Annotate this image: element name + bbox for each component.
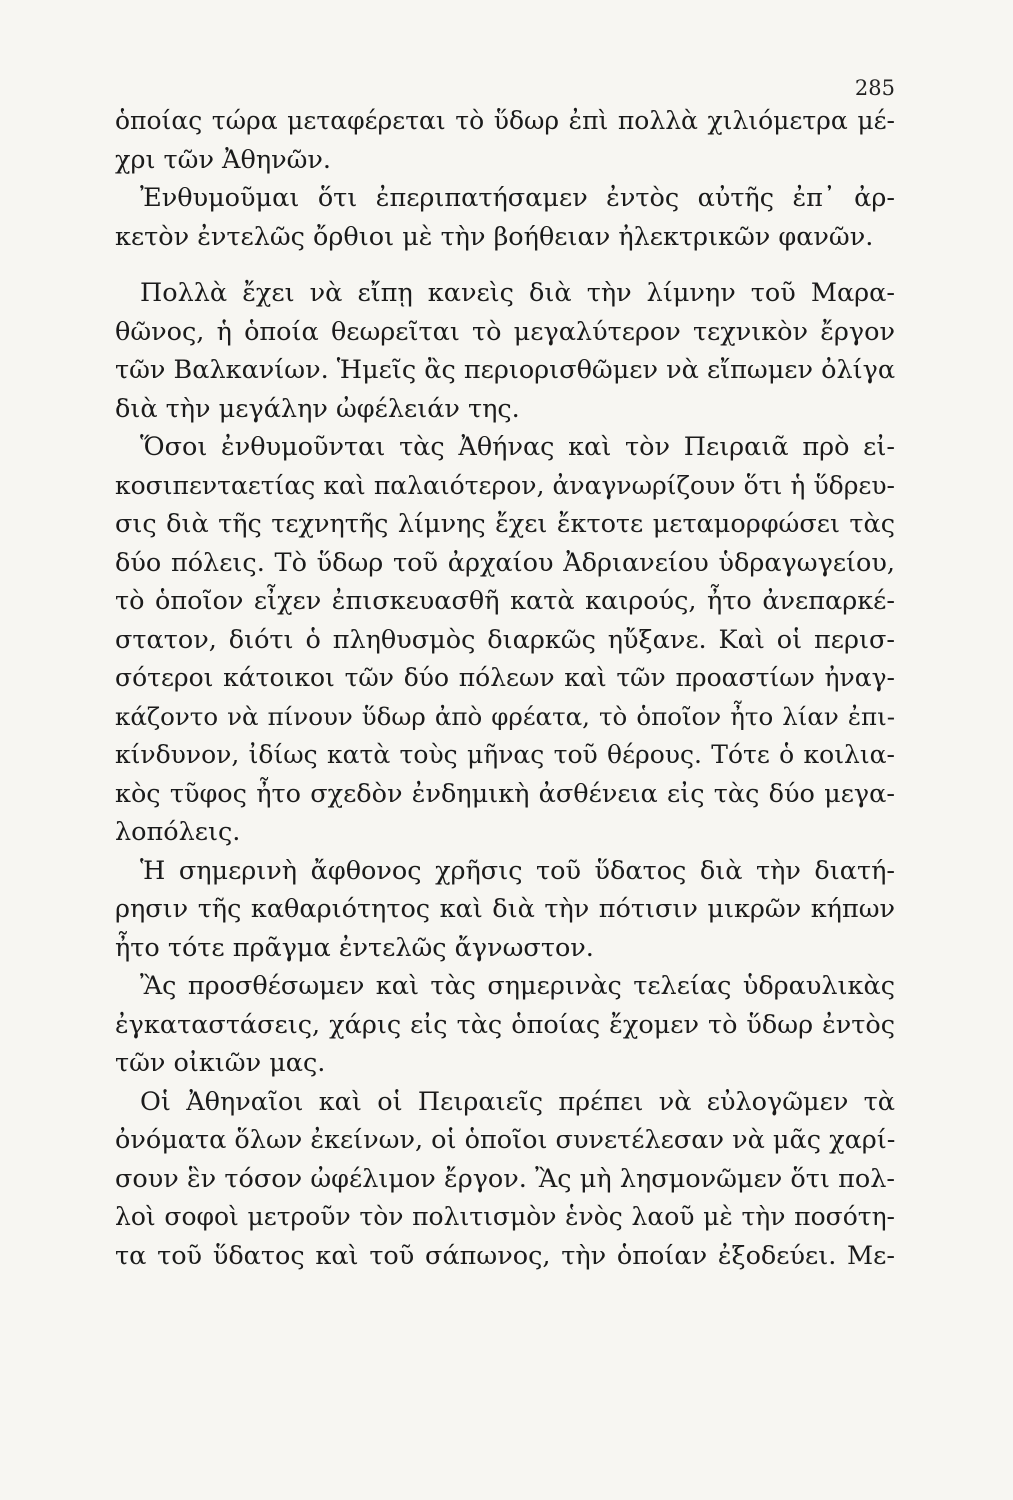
text-line: λοὶ σοφοὶ μετροῦν τὸν πολιτισμὸν ἑνὸς λαοῦ μὲ τὴν ποσότη- — [115, 1202, 895, 1231]
text-line: διὰ τὴν μεγάλην ὠφέλειάν της. — [115, 393, 520, 424]
text-line: ρησιν τῆς καθαριότητος καὶ διὰ τὴν πότισιν μικρῶν κήπων — [115, 894, 895, 924]
text-line: κίνδυνον, ἰδίως κατὰ τοὺς μῆνας τοῦ θέρους. Τότε ὁ κοιλια- — [115, 740, 895, 769]
text-line: Οἱ Ἀθηναῖοι καὶ οἱ Πειραιεῖς πρέπει νὰ εὐλογῶμεν τὰ — [140, 1086, 895, 1117]
body-text — [115, 102, 895, 1275]
text-line: Πολλὰ ἔχει νὰ εἴπῃ κανεὶς διὰ τὴν λίμνην τοῦ Μαρα- — [140, 278, 895, 308]
text-line: ἦτο τότε πρᾶγμα ἐντελῶς ἄγνωστον. — [115, 932, 594, 963]
text-line: ὁποίας τώρα μεταφέρεται τὸ ὕδωρ ἐπὶ πολλὰ χιλιόμετρα μέ- — [115, 106, 895, 135]
text-line: κὸς τῦφος ἦτο σχεδὸν ἐνδημικὴ ἀσθένεια εἰς τὰς δύο μεγα- — [115, 778, 895, 809]
text-line: τῶν Βαλκανίων. Ἡμεῖς ἂς περιορισθῶμεν νὰ εἴπωμεν ὀλίγα — [115, 355, 896, 385]
text-line: τα τοῦ ὕδατος καὶ τοῦ σάπωνος, τὴν ὁποίαν ἐξοδεύει. Με- — [115, 1240, 895, 1271]
text-line: στατον, διότι ὁ πληθυσμὸς διαρκῶς ηὔξανε. Καὶ οἱ περισ- — [115, 624, 895, 655]
text-line: σότεροι κάτοικοι τῶν δύο πόλεων καὶ τῶν προαστίων ἠναγ- — [115, 663, 895, 692]
text-line: ἐγκαταστάσεις, χάρις εἰς τὰς ὁποίας ἔχομεν τὸ ὕδωρ ἐντὸς — [115, 1009, 895, 1040]
text-line: κετὸν ἐντελῶς ὄρθιοι μὲ τὴν βοήθειαν ἠλεκτρικῶν φανῶν. — [115, 221, 874, 252]
text-line: θῶνος, ἡ ὁποία θεωρεῖται τὸ μεγαλύτερον τεχνικὸν ἔργον — [115, 316, 895, 347]
text-line: κοσιπενταετίας καὶ παλαιότερον, ἀναγνωρίζουν ὅτι ἡ ὕδρευ- — [115, 470, 895, 500]
text-line: κάζοντο νὰ πίνουν ὕδωρ ἀπὸ φρέατα, τὸ ὁποῖον ἦτο λίαν ἐπι- — [115, 701, 895, 731]
text-line: τὸ ὁποῖον εἶχεν ἐπισκευασθῆ κατὰ καιρούς, ἦτο ἀνεπαρκέ- — [115, 586, 895, 616]
text-line: τῶν οἰκιῶν μας. — [115, 1048, 326, 1078]
text-line: χρι τῶν Ἀθηνῶν. — [115, 144, 332, 175]
text-line: δύο πόλεις. Τὸ ὕδωρ τοῦ ἀρχαίου Ἀδριανείου ὑδραγωγείου, — [115, 547, 895, 578]
text-line: Ἡ σημερινὴ ἄφθονος χρῆσις τοῦ ὕδατος διὰ τὴν διατή- — [140, 855, 895, 886]
text-line: Ἂς προσθέσωμεν καὶ τὰς σημερινὰς τελείας ὑδραυλικὰς — [140, 971, 895, 1001]
text-line: Ὅσοι ἐνθυμοῦνται τὰς Ἀθήνας καὶ τὸν Πειραιᾶ πρὸ εἰ- — [140, 432, 895, 462]
text-line: λοπόλεις. — [115, 817, 241, 847]
text-line: σις διὰ τῆς τεχνητῆς λίμνης ἔχει ἔκτοτε μεταμορφώσει τὰς — [115, 509, 895, 539]
text-line: ὀνόματα ὅλων ἐκείνων, οἱ ὁποῖοι συνετέλεσαν νὰ μᾶς χαρί- — [115, 1125, 896, 1155]
text-line: Ἐνθυμοῦμαι ὅτι ἐπεριπατήσαμεν ἐντὸς αὐτῆς ἐπ᾽ ἀρ- — [140, 183, 895, 213]
paragraph-gap — [115, 256, 895, 274]
page-number: 285 — [854, 76, 895, 100]
text-line: σουν ἓν τόσον ὠφέλιμον ἔργον. Ἂς μὴ λησμονῶμεν ὅτι πολ- — [115, 1163, 895, 1194]
